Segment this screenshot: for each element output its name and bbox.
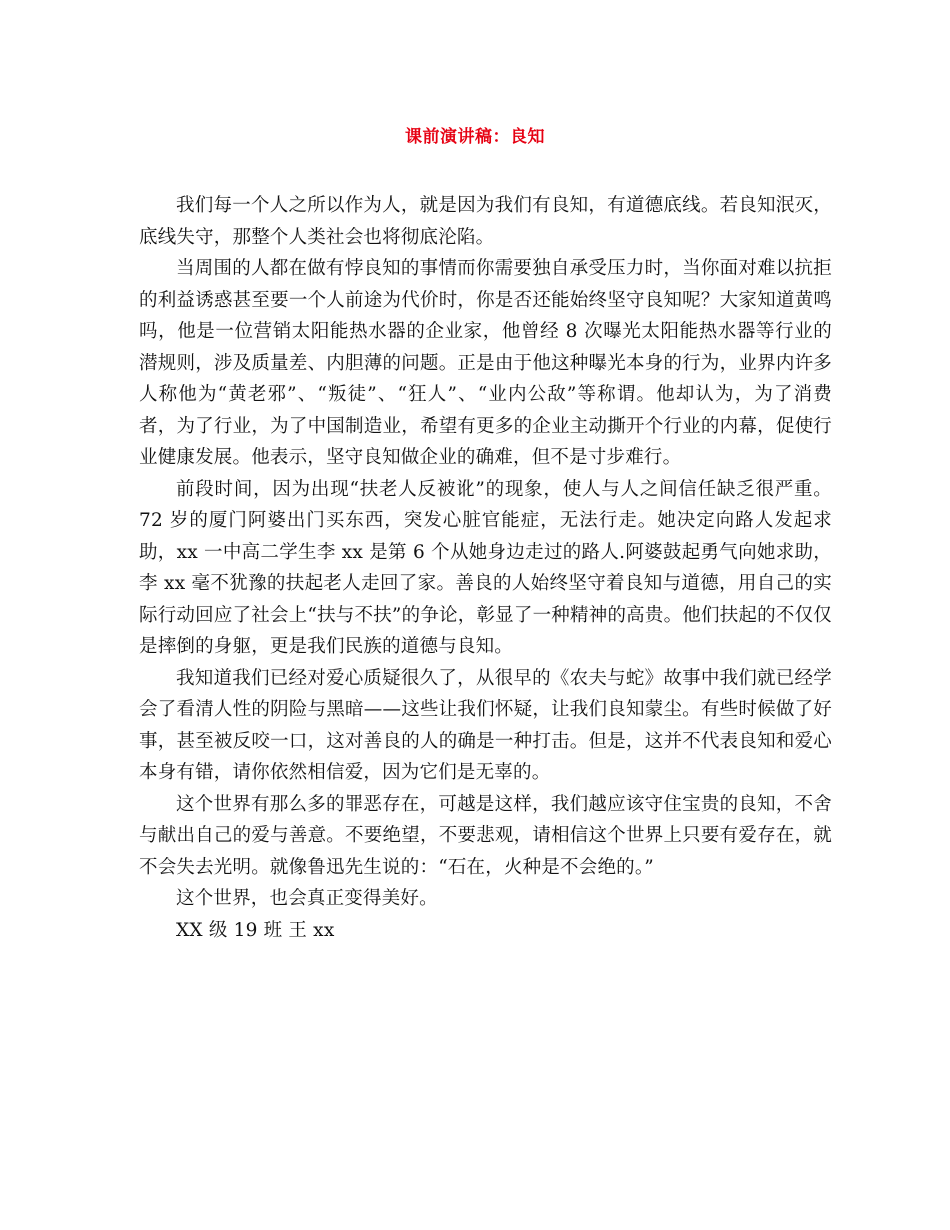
paragraph-3: 前段时间，因为出现“扶老人反被讹”的现象，使人与人之间信任缺乏很严重。72 岁的厦门阿婆出门买东西，突发心脏官能症，无法行走。她决定向路人发起求助，xx 一中高二学生李 xx 是第 6 个从她身边走过的路人.阿婆鼓起勇气向她求助，李 xx 毫不犹豫的扶起老人走回了家。善良的人始终坚守着良知与道德，用自己的实际行动回应了社会上“扶与不扶”的争论，彰显了一种精神的高贵。他们扶起的不仅仅是摔倒的身躯，更是我们民族的道德与良知。 [139, 478, 832, 657]
paragraph-6: 这个世界，也会真正变得美好。 [176, 888, 438, 909]
paragraph-4: 我知道我们已经对爱心质疑很久了，从很早的《农夫与蛇》故事中我们就已经学会了看清人性的阴险与黑暗——这些让我们怀疑，让我们良知蒙尘。有些时候做了好事，甚至被反咬一口，这对善良的人的确是一种打击。但是，这并不代表良知和爱心本身有错，请你依然相信爱，因为它们是无辜的。 [139, 667, 832, 783]
document-body [139, 190, 832, 946]
paragraph-1: 我们每一个人之所以作为人，就是因为我们有良知，有道德底线。若良知泯灭，底线失守，那整个人类社会也将彻底沦陷。 [139, 195, 832, 248]
paragraph-2: 当周围的人都在做有悖良知的事情而你需要独自承受压力时，当你面对难以抗拒的利益诱惑甚至要一个人前途为代价时，你是否还能始终坚守良知呢？大家知道黄鸣吗，他是一位营销太阳能热水器的企业家，他曾经 8 次曝光太阳能热水器等行业的潜规则，涉及质量差、内胆薄的问题。正是由于他这种曝光本身的行为，业界内许多人称他为“黄老邪”、“叛徒”、“狂人”、“业内公敌”等称谓。他却认为，为了消费者，为了行业，为了中国制造业，希望有更多的企业主动撕开个行业的内幕，促使行业健康发展。他表示，坚守良知做企业的确难，但不是寸步难行。 [139, 258, 832, 468]
signature: XX 级 19 班 王 xx [176, 919, 335, 941]
document-title: 课前演讲稿：良知 [405, 127, 545, 147]
paragraph-5: 这个世界有那么多的罪恶存在，可越是这样，我们越应该守住宝贵的良知，不舍与献出自己的爱与善意。不要绝望，不要悲观，请相信这个世界上只要有爱存在，就不会失去光明。就像鲁迅先生说的：“石在，火种是不会绝的。” [139, 793, 832, 878]
